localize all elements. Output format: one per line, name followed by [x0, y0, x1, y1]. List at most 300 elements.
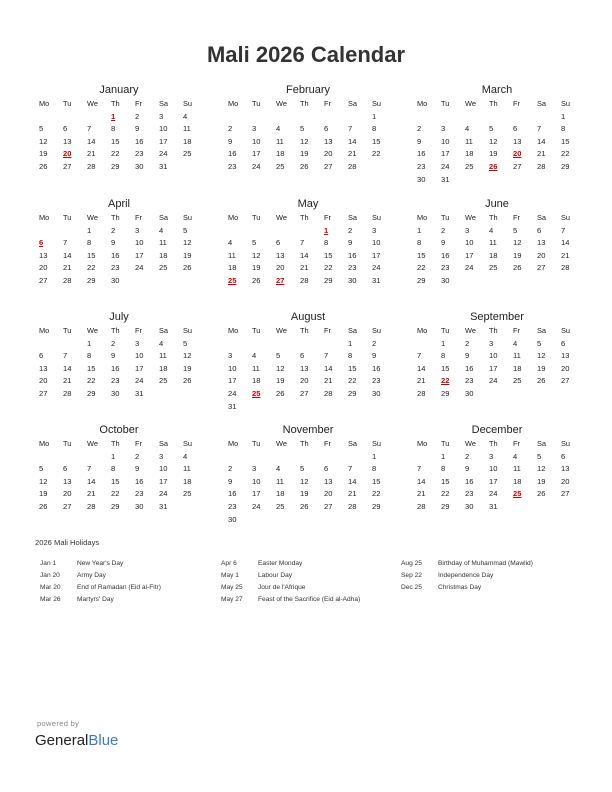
day-cell: 18	[183, 476, 192, 486]
day-cell: 21	[63, 376, 72, 386]
day-cell: 15	[87, 250, 96, 260]
day-cell: 27	[324, 501, 333, 511]
weekday-header: Su	[183, 439, 193, 448]
day-cell: 13	[324, 476, 333, 486]
day-cell: 26	[252, 275, 261, 285]
empty-day	[415, 338, 439, 351]
holiday-row	[40, 594, 161, 606]
weekday-header: Mo	[39, 213, 50, 222]
holiday-row	[40, 582, 161, 594]
day-cell: 3	[489, 451, 494, 461]
day-cell: 12	[537, 464, 546, 474]
day-cell: 14	[348, 476, 357, 486]
weekday-header: Sa	[537, 99, 547, 108]
day-cell: 26	[300, 501, 309, 511]
empty-day	[298, 338, 322, 351]
day-cell: 13	[39, 250, 48, 260]
holiday-date: Sep 22	[401, 572, 422, 579]
day-cell: 23	[441, 263, 450, 273]
weekday-header: Fr	[324, 213, 331, 222]
day-cell: 4	[276, 464, 281, 474]
weekday-header: Mo	[417, 439, 428, 448]
day-cell: 9	[348, 238, 353, 248]
day-cell: 15	[372, 476, 381, 486]
day-cell: 29	[87, 275, 96, 285]
day-cell: 22	[111, 489, 120, 499]
day-cell: 1	[111, 451, 116, 461]
day-cell: 22	[372, 149, 381, 159]
day-cell: 14	[417, 476, 426, 486]
day-cell: 27	[537, 263, 546, 273]
day-cell: 26	[39, 161, 48, 171]
day-cell: 4	[252, 351, 257, 361]
weekday-header: We	[465, 439, 476, 448]
weekday-header: Th	[111, 439, 120, 448]
day-cell: 15	[441, 363, 450, 373]
day-cell: 17	[135, 250, 144, 260]
day-cell: 8	[348, 351, 353, 361]
day-cell: 23	[417, 161, 426, 171]
day-cell: 10	[135, 351, 144, 361]
day-cell: 22	[561, 149, 570, 159]
day-cell: 30	[465, 388, 474, 398]
day-cell: 25	[465, 161, 474, 171]
day-cell: 26	[537, 489, 546, 499]
day-cell: 2	[348, 225, 353, 235]
weekday-header: Sa	[537, 439, 547, 448]
holiday-date: Jan 1	[40, 560, 57, 567]
weekday-header: Mo	[228, 326, 239, 335]
weekday-header: Th	[111, 213, 120, 222]
month-grid	[415, 98, 583, 186]
day-cell: 2	[465, 338, 470, 348]
weekday-header: Mo	[228, 439, 239, 448]
holidays-title: 2026 Mali Holidays	[35, 538, 100, 547]
empty-day	[250, 451, 274, 464]
holiday-day: 1	[111, 111, 116, 121]
weekday-header: We	[465, 326, 476, 335]
weekday-header: Sa	[159, 326, 169, 335]
day-cell: 1	[87, 225, 92, 235]
day-cell: 23	[135, 489, 144, 499]
weekday-header: We	[87, 213, 98, 222]
day-cell: 2	[228, 464, 233, 474]
day-cell: 16	[465, 476, 474, 486]
empty-day	[274, 451, 298, 464]
holiday-name: Birthday of Muhammad (Mawlid)	[438, 560, 533, 567]
holiday-day: 20	[513, 149, 522, 159]
day-cell: 1	[372, 111, 377, 121]
weekday-header: Tu	[441, 326, 450, 335]
holiday-row	[221, 558, 360, 570]
month-grid	[226, 438, 394, 526]
month-name: June	[485, 198, 509, 210]
month-grid	[37, 212, 205, 288]
month-august	[226, 310, 394, 413]
day-cell: 3	[441, 124, 446, 134]
day-cell: 26	[183, 376, 192, 386]
empty-day	[250, 338, 274, 351]
day-cell: 22	[324, 263, 333, 273]
day-cell: 11	[183, 464, 191, 474]
day-cell: 13	[537, 238, 546, 248]
weekday-header: Fr	[135, 213, 142, 222]
day-cell: 5	[300, 124, 305, 134]
day-cell: 20	[300, 376, 309, 386]
weekday-header: We	[87, 326, 98, 335]
day-cell: 9	[465, 351, 470, 361]
day-cell: 21	[63, 263, 72, 273]
day-cell: 3	[465, 225, 470, 235]
weekday-header: Tu	[252, 99, 261, 108]
month-name: October	[99, 424, 139, 436]
day-cell: 28	[417, 388, 426, 398]
day-cell: 14	[87, 136, 96, 146]
weekday-header: Tu	[252, 326, 261, 335]
day-cell: 11	[513, 351, 521, 361]
day-cell: 28	[348, 161, 357, 171]
weekday-header: Mo	[39, 439, 50, 448]
holiday-day: 25	[252, 388, 261, 398]
holiday-date: May 27	[221, 596, 243, 603]
day-cell: 20	[561, 476, 570, 486]
day-cell: 8	[87, 238, 92, 248]
weekday-header: Su	[183, 99, 193, 108]
weekday-header: Tu	[441, 99, 450, 108]
day-cell: 5	[183, 338, 188, 348]
day-cell: 21	[417, 376, 426, 386]
day-cell: 7	[63, 351, 68, 361]
empty-day	[346, 451, 370, 464]
day-cell: 8	[441, 351, 446, 361]
day-cell: 27	[63, 161, 72, 171]
day-cell: 23	[111, 376, 120, 386]
day-cell: 3	[159, 451, 164, 461]
day-cell: 4	[465, 124, 470, 134]
holiday-name: Independence Day	[438, 572, 494, 579]
day-cell: 24	[135, 263, 144, 273]
day-cell: 31	[441, 174, 450, 184]
day-cell: 17	[372, 250, 381, 260]
day-cell: 26	[39, 501, 48, 511]
day-cell: 9	[111, 351, 116, 361]
holiday-day: 25	[513, 489, 522, 499]
day-cell: 9	[372, 351, 377, 361]
page-title: Mali 2026 Calendar	[206, 42, 406, 67]
day-cell: 30	[135, 161, 144, 171]
holiday-name: Jour de l'Afrique	[258, 584, 306, 591]
holiday-row	[40, 558, 161, 570]
month-grid	[226, 325, 394, 413]
holiday-name: Feast of the Sacrifice (Eid al-Adha)	[258, 596, 361, 603]
day-cell: 29	[87, 388, 96, 398]
day-cell: 4	[513, 451, 518, 461]
day-cell: 22	[417, 263, 426, 273]
holiday-date: Mar 20	[40, 584, 61, 591]
day-cell: 4	[228, 238, 233, 248]
day-cell: 30	[441, 275, 450, 285]
holiday-day: 22	[441, 376, 450, 386]
day-cell: 8	[324, 238, 329, 248]
weekday-header: Fr	[513, 439, 520, 448]
day-cell: 5	[537, 338, 542, 348]
day-cell: 20	[561, 363, 570, 373]
day-cell: 6	[324, 464, 329, 474]
day-cell: 28	[537, 161, 546, 171]
day-cell: 28	[87, 161, 96, 171]
weekday-header: Mo	[417, 99, 428, 108]
weekday-header: We	[87, 439, 98, 448]
weekday-header: Fr	[513, 326, 520, 335]
day-cell: 19	[183, 363, 192, 373]
day-cell: 21	[300, 263, 309, 273]
day-cell: 28	[348, 501, 357, 511]
day-cell: 1	[417, 225, 422, 235]
day-cell: 23	[228, 161, 237, 171]
empty-day	[415, 451, 439, 464]
weekday-header: Sa	[159, 213, 169, 222]
day-cell: 6	[324, 124, 329, 134]
weekday-header: Su	[561, 439, 571, 448]
day-cell: 13	[513, 136, 522, 146]
day-cell: 20	[276, 263, 285, 273]
weekday-header: Fr	[135, 326, 142, 335]
day-cell: 4	[183, 111, 188, 121]
day-cell: 11	[276, 476, 284, 486]
month-name: November	[282, 424, 334, 436]
day-cell: 30	[465, 501, 474, 511]
day-cell: 18	[159, 363, 168, 373]
day-cell: 16	[228, 149, 237, 159]
day-cell: 27	[39, 388, 48, 398]
empty-day	[322, 451, 346, 464]
weekday-header: Tu	[441, 213, 450, 222]
empty-day	[298, 111, 322, 124]
day-cell: 16	[372, 363, 381, 373]
day-cell: 1	[372, 451, 377, 461]
holiday-date: Apr 6	[221, 560, 237, 567]
day-cell: 21	[417, 489, 426, 499]
day-cell: 15	[561, 136, 570, 146]
day-cell: 10	[489, 351, 498, 361]
day-cell: 2	[417, 124, 422, 134]
day-cell: 18	[183, 136, 192, 146]
holiday-date: Jan 20	[40, 572, 60, 579]
weekday-header: Th	[300, 326, 309, 335]
day-cell: 3	[159, 111, 164, 121]
day-cell: 28	[63, 388, 72, 398]
empty-day	[226, 451, 250, 464]
day-cell: 7	[348, 124, 353, 134]
day-cell: 20	[39, 263, 48, 273]
day-cell: 28	[300, 275, 309, 285]
day-cell: 7	[417, 351, 422, 361]
month-january	[37, 83, 205, 174]
day-cell: 11	[159, 238, 167, 248]
weekday-header: We	[276, 213, 287, 222]
day-cell: 5	[39, 124, 44, 134]
day-cell: 20	[324, 489, 333, 499]
month-name: February	[285, 84, 331, 96]
day-cell: 5	[513, 225, 518, 235]
day-cell: 28	[561, 263, 570, 273]
day-cell: 6	[561, 451, 566, 461]
holiday-day: 20	[63, 149, 72, 159]
day-cell: 29	[441, 501, 450, 511]
month-grid	[37, 98, 205, 174]
day-cell: 1	[441, 338, 446, 348]
day-cell: 23	[228, 501, 237, 511]
day-cell: 7	[348, 464, 353, 474]
day-cell: 18	[228, 263, 237, 273]
day-cell: 4	[183, 451, 188, 461]
day-cell: 31	[489, 501, 498, 511]
day-cell: 17	[252, 489, 261, 499]
day-cell: 19	[252, 263, 261, 273]
empty-day	[61, 338, 85, 351]
day-cell: 24	[489, 376, 498, 386]
weekday-header: Su	[372, 439, 382, 448]
day-cell: 21	[324, 376, 333, 386]
day-cell: 9	[135, 464, 140, 474]
day-cell: 21	[87, 489, 96, 499]
day-cell: 24	[159, 489, 168, 499]
month-grid	[226, 212, 394, 288]
weekday-header: Tu	[441, 439, 450, 448]
day-cell: 9	[135, 124, 140, 134]
month-name: July	[109, 311, 129, 323]
day-cell: 17	[441, 149, 450, 159]
weekday-header: We	[276, 99, 287, 108]
day-cell: 3	[252, 124, 257, 134]
weekday-header: Th	[489, 439, 498, 448]
day-cell: 13	[63, 476, 72, 486]
day-cell: 28	[63, 275, 72, 285]
day-cell: 15	[348, 363, 357, 373]
day-cell: 22	[372, 489, 381, 499]
day-cell: 27	[39, 275, 48, 285]
day-cell: 11	[159, 351, 167, 361]
day-cell: 9	[465, 464, 470, 474]
holiday-name: Labour Day	[258, 572, 293, 579]
weekday-header: Fr	[513, 213, 520, 222]
weekday-header: Sa	[348, 439, 358, 448]
holiday-row	[401, 582, 533, 594]
day-cell: 19	[513, 250, 522, 260]
day-cell: 13	[300, 363, 309, 373]
weekday-header: Mo	[228, 213, 239, 222]
day-cell: 21	[348, 149, 357, 159]
day-cell: 28	[87, 501, 96, 511]
day-cell: 10	[228, 363, 237, 373]
weekday-header: Fr	[513, 99, 520, 108]
empty-day	[415, 111, 439, 124]
day-cell: 30	[135, 501, 144, 511]
day-cell: 8	[441, 464, 446, 474]
day-cell: 7	[300, 238, 305, 248]
day-cell: 18	[489, 250, 498, 260]
month-march	[415, 83, 583, 186]
day-cell: 24	[465, 263, 474, 273]
day-cell: 6	[63, 124, 68, 134]
day-cell: 17	[159, 136, 168, 146]
holiday-date: May 25	[221, 584, 243, 591]
weekday-header: Su	[372, 213, 382, 222]
weekday-header: Sa	[348, 99, 358, 108]
day-cell: 26	[183, 263, 192, 273]
month-june	[415, 197, 583, 288]
month-april	[37, 197, 205, 288]
day-cell: 12	[39, 476, 48, 486]
day-cell: 5	[537, 451, 542, 461]
weekday-header: Su	[372, 326, 382, 335]
day-cell: 3	[135, 225, 140, 235]
empty-day	[85, 451, 109, 464]
day-cell: 6	[537, 225, 542, 235]
empty-day	[439, 111, 463, 124]
day-cell: 6	[39, 351, 44, 361]
empty-day	[37, 451, 61, 464]
empty-day	[322, 111, 346, 124]
day-cell: 21	[537, 149, 546, 159]
day-cell: 24	[228, 388, 237, 398]
weekday-header: Sa	[159, 439, 169, 448]
empty-day	[37, 225, 61, 238]
day-cell: 16	[111, 250, 120, 260]
weekday-header: Th	[489, 99, 498, 108]
day-cell: 10	[135, 238, 144, 248]
day-cell: 27	[561, 489, 570, 499]
day-cell: 5	[489, 124, 494, 134]
day-cell: 15	[324, 250, 333, 260]
day-cell: 19	[300, 489, 309, 499]
weekday-header: Th	[300, 213, 309, 222]
day-cell: 10	[252, 476, 261, 486]
day-cell: 19	[300, 149, 309, 159]
day-cell: 24	[252, 501, 261, 511]
holiday-day: 25	[228, 275, 237, 285]
day-cell: 31	[228, 401, 237, 411]
month-name: April	[107, 198, 130, 210]
day-cell: 6	[63, 464, 68, 474]
day-cell: 4	[276, 124, 281, 134]
day-cell: 2	[228, 124, 233, 134]
day-cell: 14	[63, 363, 72, 373]
weekday-header: Th	[489, 326, 498, 335]
day-cell: 6	[513, 124, 518, 134]
day-cell: 17	[489, 363, 498, 373]
day-cell: 10	[372, 238, 381, 248]
day-cell: 23	[111, 263, 120, 273]
day-cell: 17	[228, 376, 237, 386]
day-cell: 20	[63, 489, 72, 499]
day-cell: 14	[63, 250, 72, 260]
day-cell: 11	[513, 464, 521, 474]
weekday-header: We	[276, 326, 287, 335]
weekday-header: Sa	[348, 213, 358, 222]
day-cell: 3	[252, 464, 257, 474]
weekday-header: Su	[372, 99, 382, 108]
day-cell: 29	[324, 275, 333, 285]
holiday-column-3	[401, 558, 533, 594]
holiday-row	[401, 570, 533, 582]
day-cell: 31	[135, 388, 144, 398]
day-cell: 11	[228, 250, 236, 260]
holiday-date: Mar 26	[40, 596, 61, 603]
day-cell: 11	[276, 136, 284, 146]
day-cell: 14	[417, 363, 426, 373]
day-cell: 16	[135, 136, 144, 146]
